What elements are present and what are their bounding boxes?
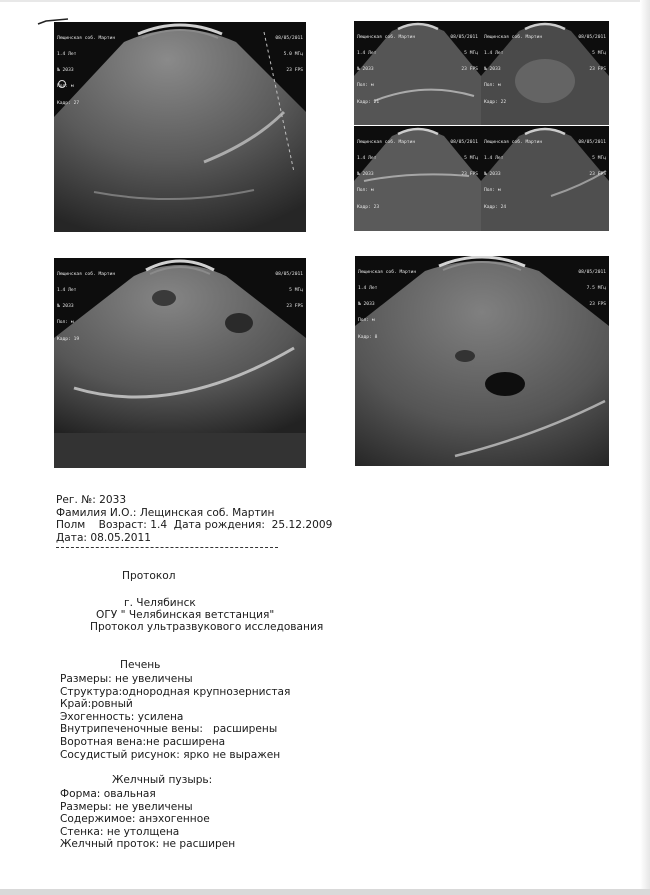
ultrasound-frame-3: [481, 21, 609, 125]
frame-header-left: [484, 24, 542, 116]
frame-patient-name: Лещинская соб. Мартин: [57, 35, 116, 41]
frame-age: 1.4 Лет: [57, 288, 77, 294]
frame-age: 1.4 Лет: [484, 51, 504, 57]
frame-header-right: [275, 25, 303, 84]
liver-heading: Печень: [120, 659, 161, 671]
frame-fps: 23 FPS: [461, 172, 478, 178]
frame-id: № 2033: [358, 302, 375, 308]
frame-date: 08/05/2011: [578, 269, 606, 275]
city: г. Челябинск: [124, 597, 196, 609]
frame-frequency: 5 МГц: [464, 156, 478, 162]
frame-sex: Пол: м: [57, 320, 74, 326]
frame-id: № 2033: [357, 172, 374, 178]
frame-number: Кадр: 21: [357, 99, 380, 105]
finding-line: Размеры: не увеличены: [60, 800, 193, 813]
frame-date: 08/05/2011: [450, 34, 478, 40]
finding-line: Желчный проток: не расширен: [60, 838, 236, 851]
frame-patient-name: Лещинская соб. Мартин: [357, 139, 416, 145]
frame-fps: 23 FPS: [286, 68, 303, 74]
frame-age: 1.4 Лет: [357, 51, 377, 57]
separator-line: [56, 547, 278, 548]
frame-number: Кадр: 24: [484, 204, 507, 210]
finding-line: Размеры: не увеличены: [60, 673, 193, 685]
document-title: Протокол ультразвукового исследования: [90, 621, 324, 633]
frame-date: 08/05/2011: [578, 34, 606, 40]
frame-sex: Пол: м: [484, 188, 501, 194]
frame-date: 08/05/2011: [275, 271, 303, 277]
frame-age: 1.4 Лет: [57, 52, 77, 58]
frame-id: № 2033: [57, 68, 74, 74]
finding-line: Воротная вена:не расширена: [60, 735, 226, 748]
frame-id: № 2033: [484, 67, 501, 73]
frame-date: 08/05/2011: [275, 35, 303, 41]
frame-date: 08/05/2011: [450, 139, 478, 145]
frame-fps: 23 FPS: [461, 67, 478, 73]
frame-header-right: [578, 24, 606, 83]
frame-frequency: 5 МГц: [592, 51, 606, 57]
protocol-label: Протокол: [122, 570, 176, 582]
frame-fps: 23 FPS: [589, 302, 606, 308]
frame-sex: Пол: м: [57, 84, 74, 90]
frame-number: Кадр: 8: [358, 334, 378, 340]
frame-patient-name: Лещинская соб. Мартин: [484, 139, 543, 145]
frame-patient-name: Лещинская соб. Мартин: [358, 269, 417, 275]
frame-fps: 23 FPS: [589, 67, 606, 73]
frame-date: 08/05/2011: [578, 139, 606, 145]
frame-header-right: [450, 129, 478, 188]
frame-number: Кадр: 22: [484, 99, 507, 105]
frame-header-left: [484, 129, 542, 221]
frame-number: Кадр: 23: [357, 204, 380, 210]
frame-number: Кадр: 19: [57, 336, 80, 342]
finding-line: Стенка: не утолщена: [60, 825, 180, 838]
frame-header-left: [357, 129, 415, 221]
frame-age: 1.4 Лет: [358, 286, 378, 292]
frame-sex: Пол: м: [357, 188, 374, 194]
organization: ОГУ " Челябинская ветстанция": [96, 609, 275, 621]
ultrasound-frame-6: [54, 258, 306, 468]
liver-findings: [60, 673, 290, 761]
finding-line: Край:ровный: [60, 698, 133, 711]
finding-line: Сосудистый рисунок: ярко не выражен: [60, 748, 281, 761]
frame-age: 1.4 Лет: [357, 156, 377, 162]
frame-number: Кадр: 27: [57, 100, 80, 106]
scan-edge: [640, 0, 650, 895]
frame-frequency: 5 МГц: [464, 51, 478, 57]
patient-name: Фамилия И.О.: Лещинская соб. Мартин: [56, 506, 275, 519]
frame-sex: Пол: м: [357, 83, 374, 89]
frame-id: № 2033: [484, 172, 501, 178]
ultrasound-frame-5: [481, 126, 609, 231]
frame-frequency: 5 МГц: [592, 156, 606, 162]
finding-line: Структура:однородная крупнозернистая: [60, 685, 291, 698]
frame-sex: Пол: м: [358, 318, 375, 324]
frame-fps: 23 FPS: [589, 172, 606, 178]
frame-age: 1.4 Лет: [484, 156, 504, 162]
gallbladder-findings: [60, 788, 235, 851]
finding-line: Содержимое: анэхогенное: [60, 813, 210, 826]
patient-details: Полм Возраст: 1.4 Дата рождения: 25.12.2009: [56, 519, 333, 532]
frame-header-left: [357, 24, 415, 116]
frame-header-right: [450, 24, 478, 83]
finding-line: Форма: овальная: [60, 788, 156, 800]
frame-id: № 2033: [57, 304, 74, 310]
frame-patient-name: Лещинская соб. Мартин: [57, 271, 116, 277]
frame-patient-name: Лещинская соб. Мартин: [357, 34, 416, 40]
frame-header-left: [57, 25, 115, 117]
frame-fps: 23 FPS: [286, 304, 303, 310]
scan-edge: [0, 0, 650, 2]
frame-frequency: 7.5 МГц: [586, 286, 606, 292]
patient-info: [56, 494, 332, 544]
frame-header-left: [57, 261, 115, 353]
frame-frequency: 5.0 МГц: [283, 52, 303, 58]
frame-id: № 2033: [357, 67, 374, 73]
scan-edge: [0, 889, 650, 895]
frame-patient-name: Лещинская соб. Мартин: [484, 34, 543, 40]
frame-header-right: [275, 261, 303, 320]
registration-number: Рег. №: 2033: [56, 494, 127, 506]
ultrasound-frame-1: [54, 22, 306, 232]
frame-header-right: [578, 129, 606, 188]
ultrasound-frame-2: [354, 21, 481, 125]
finding-line: Эхогенность: усилена: [60, 710, 184, 723]
frame-header-left: [358, 259, 416, 351]
exam-date: Дата: 08.05.2011: [56, 531, 152, 544]
frame-frequency: 5 МГц: [289, 288, 303, 294]
gallbladder-heading: Желчный пузырь:: [112, 774, 213, 786]
frame-header-right: [578, 259, 606, 318]
ultrasound-frame-7: [355, 256, 609, 466]
finding-line: Внутрипеченочные вены: расширены: [60, 723, 278, 736]
frame-sex: Пол: м: [484, 83, 501, 89]
ultrasound-frame-4: [354, 126, 481, 231]
